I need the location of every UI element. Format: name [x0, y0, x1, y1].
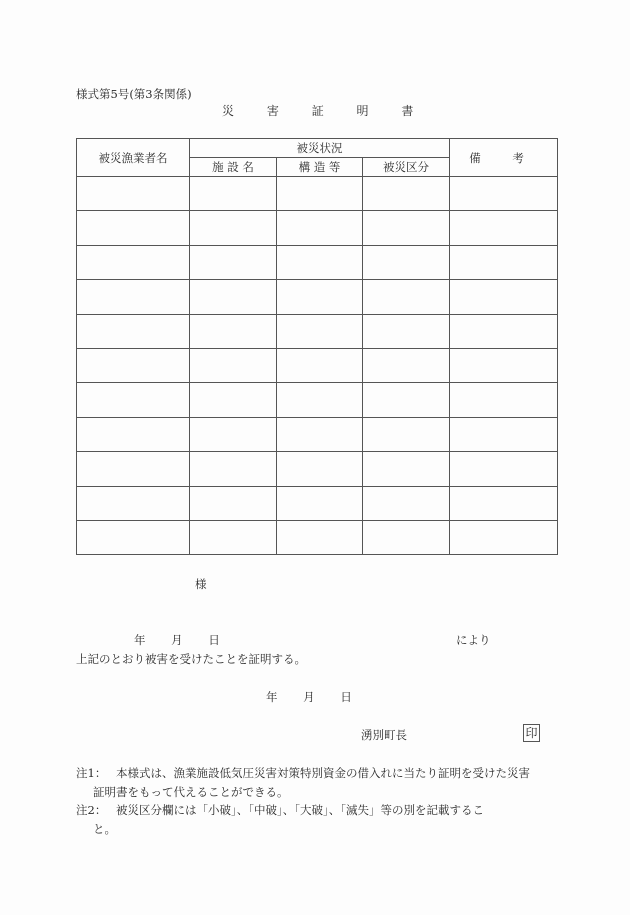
header-facility-name: 施 設 名	[190, 158, 277, 177]
title-char: 害	[266, 104, 279, 118]
table-row	[77, 280, 558, 314]
cell-facility-name[interactable]	[190, 245, 277, 279]
seal-icon: 印	[523, 724, 540, 742]
day-label: 日	[340, 690, 352, 704]
title-char: 明	[356, 104, 369, 118]
cell-damage-class[interactable]	[363, 348, 450, 382]
cell-facility-name[interactable]	[190, 417, 277, 451]
cell-damage-class[interactable]	[363, 280, 450, 314]
cell-facility-name[interactable]	[190, 177, 277, 211]
issue-date	[266, 689, 352, 705]
cell-facility-name[interactable]	[190, 452, 277, 486]
table-row	[77, 245, 558, 279]
issuing-official: 湧別町長	[361, 728, 407, 742]
cell-remarks[interactable]	[450, 417, 558, 451]
note-text: 本様式は、漁業施設低気圧災害対策特別資金の借入れに当たり証明を受けた災害	[116, 766, 530, 780]
cell-remarks[interactable]	[450, 177, 558, 211]
cell-fisher-name[interactable]	[77, 177, 190, 211]
cell-remarks[interactable]	[450, 383, 558, 417]
cell-structure[interactable]	[277, 417, 363, 451]
table-row	[77, 383, 558, 417]
cell-remarks[interactable]	[450, 452, 558, 486]
year-label: 年	[266, 690, 278, 704]
month-label: 月	[171, 633, 183, 647]
cell-structure[interactable]	[277, 211, 363, 245]
cell-damage-class[interactable]	[363, 245, 450, 279]
title-char: 証	[311, 104, 324, 118]
cell-damage-class[interactable]	[363, 211, 450, 245]
table-row	[77, 452, 558, 486]
cell-fisher-name[interactable]	[77, 245, 190, 279]
note-1	[76, 764, 530, 802]
year-label: 年	[134, 633, 146, 647]
cell-fisher-name[interactable]	[77, 486, 190, 520]
cell-damage-class[interactable]	[363, 520, 450, 554]
header-damage-class: 被災区分	[363, 158, 450, 177]
cell-fisher-name[interactable]	[77, 348, 190, 382]
cell-facility-name[interactable]	[190, 383, 277, 417]
table-row	[77, 417, 558, 451]
cell-remarks[interactable]	[450, 245, 558, 279]
document-title	[222, 102, 413, 119]
cell-remarks[interactable]	[450, 348, 558, 382]
cell-remarks[interactable]	[450, 520, 558, 554]
note-text-continued: 証明書をもって代えることができる。	[93, 785, 289, 799]
cell-structure[interactable]	[277, 348, 363, 382]
form-number: 様式第5号(第3条関係)	[76, 87, 192, 101]
cell-damage-class[interactable]	[363, 417, 450, 451]
damage-certificate-table	[76, 138, 558, 555]
table-row	[77, 520, 558, 554]
cell-fisher-name[interactable]	[77, 417, 190, 451]
cell-facility-name[interactable]	[190, 486, 277, 520]
cell-fisher-name[interactable]	[77, 452, 190, 486]
header-structure: 構 造 等	[277, 158, 363, 177]
cell-structure[interactable]	[277, 245, 363, 279]
header-fisher-name: 被災漁業者名	[77, 139, 190, 177]
cell-fisher-name[interactable]	[77, 280, 190, 314]
cell-fisher-name[interactable]	[77, 211, 190, 245]
cell-damage-class[interactable]	[363, 383, 450, 417]
note-2	[76, 801, 484, 839]
cell-damage-class[interactable]	[363, 314, 450, 348]
addressee-honorific: 様	[195, 577, 207, 591]
certification-statement: 上記のとおり被害を受けたことを証明する。	[76, 652, 306, 666]
cell-facility-name[interactable]	[190, 348, 277, 382]
cell-facility-name[interactable]	[190, 520, 277, 554]
cell-structure[interactable]	[277, 177, 363, 211]
cell-structure[interactable]	[277, 314, 363, 348]
table-row	[77, 348, 558, 382]
cell-damage-class[interactable]	[363, 486, 450, 520]
table-row	[77, 486, 558, 520]
day-label: 日	[208, 633, 220, 647]
cell-damage-class[interactable]	[363, 452, 450, 486]
cell-structure[interactable]	[277, 452, 363, 486]
cell-remarks[interactable]	[450, 211, 558, 245]
cell-damage-class[interactable]	[363, 177, 450, 211]
cell-structure[interactable]	[277, 280, 363, 314]
cell-remarks[interactable]	[450, 486, 558, 520]
cause-suffix: により	[456, 633, 491, 647]
header-damage-status: 被災状況	[190, 139, 450, 158]
table-row	[77, 314, 558, 348]
note-text: 被災区分欄には「小破」、「中破」、「大破」、「滅失」等の別を記載するこ	[116, 803, 484, 817]
cell-structure[interactable]	[277, 520, 363, 554]
table-row	[77, 211, 558, 245]
cell-remarks[interactable]	[450, 280, 558, 314]
cell-fisher-name[interactable]	[77, 520, 190, 554]
cell-fisher-name[interactable]	[77, 314, 190, 348]
note-label: 注2：	[76, 803, 107, 817]
note-text-continued: と。	[93, 822, 116, 836]
damage-date	[134, 632, 220, 648]
cell-facility-name[interactable]	[190, 314, 277, 348]
cell-facility-name[interactable]	[190, 211, 277, 245]
table-row	[77, 177, 558, 211]
cell-structure[interactable]	[277, 486, 363, 520]
title-char: 災	[222, 104, 235, 118]
header-remarks: 備 考	[450, 139, 558, 177]
note-label: 注1：	[76, 766, 107, 780]
cell-facility-name[interactable]	[190, 280, 277, 314]
title-char: 書	[401, 104, 414, 118]
cell-fisher-name[interactable]	[77, 383, 190, 417]
month-label: 月	[303, 690, 315, 704]
cell-remarks[interactable]	[450, 314, 558, 348]
cell-structure[interactable]	[277, 383, 363, 417]
